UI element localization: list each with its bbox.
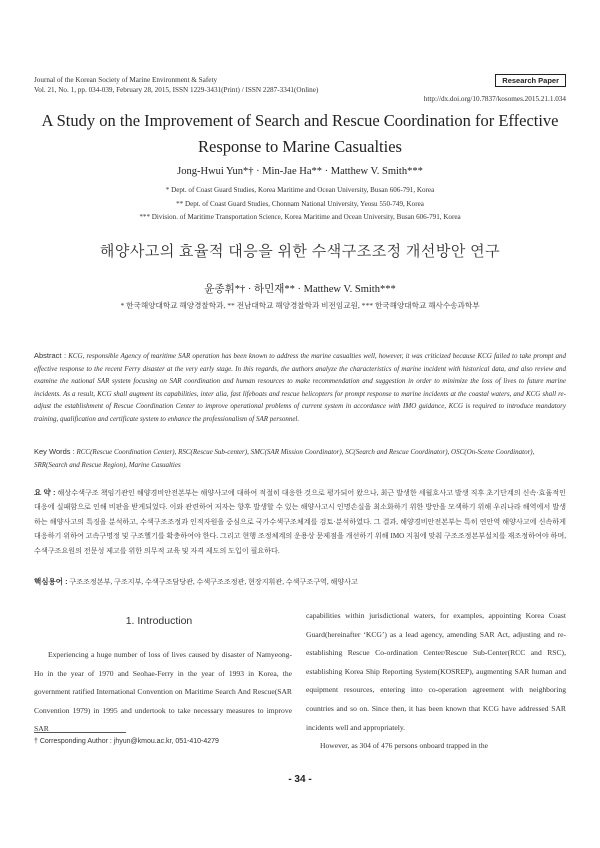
paper-type-badge: Research Paper <box>495 74 566 87</box>
korean-keywords-label: 핵심용어 : <box>34 577 68 586</box>
korean-abstract-text: 해상수색구조 책임기관인 해양경비안전본부는 해양사고에 대하여 적절히 대응한 것으로 평가되어 왔으나, 최근 발생한 세월호사고 발생 직후 초기단계의 신속·효율적인 대응에 실패함으로 인해 비판을 받게되었다. 이와 관련하여 저자는 향후 발생할 수 있는 해양사고시 인명손실을 최소화하기 위한 방안을 모색하기 위해 우리나라 해역에서 발생하는 해양사고의 특징을 분석하고, 수색구조조정과 인적자원을 중심으로 국가수색구조체계를 검토·분석하였다. 그 결과, 해양경비안전본부는 특히 연안역 해양사고에 신속하게 대응하기 위하여 고속구명정 및 구조헬기를 확충하여야 한다. 그리고 현행 조정체계의 운용상 문제점을 개선하기 위해 IMO 지침에 맞춰 구조조정본부설치를 재조정하여야 하며, 수색구조요원의 전문성 제고를 위한 의무적 교육 및 자격 제도의 도입이 필요하다. <box>34 489 566 555</box>
affiliation-1: * Dept. of Coast Guard Studies, Korea Maritime and Ocean University, Busan 606-791, Korea <box>165 186 435 194</box>
author-list: Jong-Hwui Yun*† · Min-Jae Ha** · Matthew V. Smith*** <box>177 166 423 177</box>
korean-abstract-label: 요 약 : <box>34 488 56 497</box>
journal-volume: Vol. 21, No. 1, pp. 034-039, February 28, 2015, ISSN 1229-3431(Print) / ISSN 2287-3341(Online) <box>34 85 319 94</box>
korean-title: 해양사고의 효율적 대응을 위한 수색구조조정 개선방안 연구 <box>99 244 501 260</box>
korean-keywords-text: 구조조정본부, 구조지부, 수색구조담당관, 수색구조조정관, 현장지휘관, 수색구조구역, 해양사고 <box>69 578 358 586</box>
affiliation-list <box>40 184 560 225</box>
paper-title-line1: A Study on the Improvement of Search and Rescue Coordination for Effective <box>41 111 559 130</box>
section-heading: 1. Introduction <box>125 615 193 627</box>
abstract-text: KCG, responsible Agency of maritime SAR operation has been known to address the marine casualties well, however, it was criticized because KCG failed to take prompt and effective response to the recent Ferry disaster at the very early stage. In this regards, the authors analyze the characteristics of marine incident with historical data, and also review and examine the national SAR system focusing on SAR coordination and human resources to make recommendation and suggestion in order to minimize the loss of lives to future marine incidents. As a result, KCG shall augment its capabilities, inter alia, fast lifeboats and rescue helicopters for prompt response to marine incidents at the coastal waters, and KCG shall re-adjust the establishment of Rescue Coordination Center to improve operational problems of current system in accordance with IMO guidance, KCG is required to introduce mandatory training, qualification and certificate system to enhance the professionalism of SAR personnel. <box>34 352 566 423</box>
intro-paragraph-1: Experiencing a huge number of loss of lives caused by disaster of Namyeong-Ho in the year of 1970 and Seohae-Ferry in the year of 1993 in Korea, the government ratified International Convention on Maritime Search And Rescue(SAR Convention 1979) in 1995 and undertook to take necessary measures to improve SAR <box>34 650 292 734</box>
footnote-divider <box>34 732 126 733</box>
affiliation-3: *** Division. of Maritime Transportation Science, Korea Maritime and Ocean University, Busan 606-791, Korea <box>139 213 461 221</box>
page-number: - 34 - <box>288 774 312 785</box>
keywords <box>34 446 566 471</box>
doi-link[interactable]: http://dx.doi.org/10.7837/kosomes.2015.21.1.034 <box>423 95 566 103</box>
journal-name: Journal of the Korean Society of Marine Environment & Safety <box>34 76 218 84</box>
keywords-label: Key Words : <box>34 447 75 456</box>
corresponding-author-footnote: † Corresponding Author : jhyun@kmou.ac.kr, 051-410-4279 <box>34 738 219 745</box>
abstract-label: Abstract : <box>34 351 67 360</box>
journal-info <box>34 76 318 95</box>
right-column <box>306 607 566 756</box>
korean-abstract <box>34 486 566 558</box>
keywords-text: RCC(Rescue Coordination Center), RSC(Rescue Sub-center), SMC(SAR Mission Coordinator), SC(Search and Rescue Coordinator), OSC(On-Scene Coordinator), SRR(Search and Rescue Region), Marine Casualties <box>34 448 535 469</box>
paper-title-line2: Response to Marine Casualties <box>198 137 402 156</box>
affiliation-2: ** Dept. of Coast Guard Studies, Chonnam National University, Yeosu 550-749, Korea <box>176 199 424 208</box>
abstract <box>34 350 566 426</box>
left-column <box>34 646 292 739</box>
korean-affiliation: * 한국해양대학교 해양경찰학과, ** 전남대학교 해양경찰학과 비전임교원, *** 한국해양대학교 해사수송과학부 <box>120 301 480 310</box>
paper-title <box>40 108 560 160</box>
intro-paragraph-continued: capabilities within jurisdictional waters, for examples, appointing Korea Coast Guard(hereinafter ‘KCG’) as a lead agency, amending SAR Act, adjusting and re-establishing Rescue Co-ordination Center/Rescue Sub-Center(RCC and RSC), establishing Korea Ship Reporting System(KOSREP), augmenting SAR human and equipment resources, entering into co-operation agreement with neighboring countries and so on. Since then, it has been known that KCG have addressed SAR incidents well and appropriately. <box>306 611 566 732</box>
korean-author-list: 윤종휘*† · 하민재** · Matthew V. Smith*** <box>204 284 396 295</box>
korean-keywords <box>34 576 566 587</box>
intro-paragraph-2: However, as 304 of 476 persons onboard trapped in the <box>320 741 488 751</box>
